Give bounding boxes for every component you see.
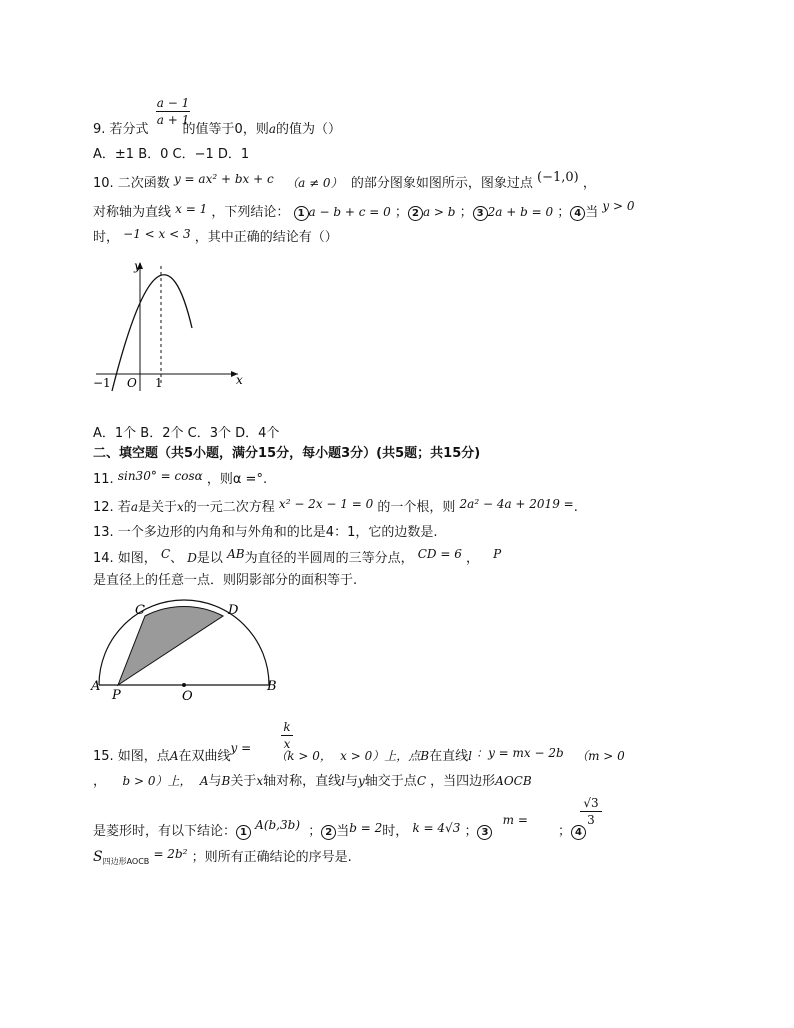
q15-conclusions-intro: 是菱形时，有以下结论： [93, 824, 237, 839]
q10-c4-cond: y > 0 [602, 199, 635, 213]
q15-mid7: 轴交于点 [364, 774, 417, 789]
q9-var: a [268, 122, 276, 136]
q15-fraction-denominator: x [283, 737, 291, 751]
q12-a: a [130, 500, 138, 514]
q15-a: A [169, 749, 179, 763]
q10-conclusions-intro: ，下列结论： [211, 205, 290, 220]
q15-mid2: 在直线 [429, 749, 469, 764]
q10-condition: （a ≠ 0） [286, 176, 343, 190]
q15-cond2: x > 0）上，点 [340, 749, 421, 763]
q14-semicircle-figure [90, 598, 290, 708]
q15-c3-m: m = [502, 813, 528, 827]
q15-line1 [93, 741, 625, 764]
q14-mid3: ， [465, 551, 479, 566]
q10-c3: 2a + b = 0 [487, 205, 554, 219]
label-a: A [91, 679, 101, 694]
q12-mid2: 的一元二次方程 [183, 500, 275, 515]
q15-m-numerator: √3 [583, 796, 599, 810]
q14-p: P [493, 547, 502, 561]
q14-mid2: 为直径的半圆周的三等分点， [244, 551, 414, 566]
circled-two: 2 [321, 825, 336, 840]
q14-line2: 是直径上的任意一点．则阴影部分的面积等于. [93, 573, 358, 588]
circled-four: 4 [570, 206, 585, 221]
q10-options: A．1个 B．2个 C．3个 D．4个 [93, 426, 280, 441]
q14-sep: 、 [170, 551, 184, 566]
q15-mid3: 与 [208, 774, 222, 789]
q9-prefix: 9. 若分式 [93, 122, 149, 137]
q15-mid8: ，当四边形 [430, 774, 496, 789]
q15-b2: B [221, 774, 231, 788]
fraction-bar [156, 111, 190, 112]
q14-prefix: 14. 如图， [93, 551, 157, 566]
q15-c: C [416, 774, 426, 788]
q10-function: y = ax² + bx + c [173, 172, 274, 186]
q15-line4 [93, 846, 352, 865]
q15-c1: A(b,3b) [255, 818, 300, 832]
q15-c2-then: 时， [382, 824, 409, 839]
q15-prefix: 15. 如图，点 [93, 749, 170, 764]
q15-mid5: 轴对称，直线 [263, 774, 342, 789]
q15-mid1: 在双曲线 [178, 749, 231, 764]
q11-expr: sin30° = cosα [117, 469, 203, 483]
q14-d: D [187, 551, 197, 565]
circled-three: 3 [473, 206, 488, 221]
q15-fraction-numerator: k [283, 720, 291, 734]
circled-two: 2 [408, 206, 423, 221]
q15-mid6: 与 [345, 774, 359, 789]
x-label: x [236, 373, 243, 387]
q15-sep2: ； [464, 824, 478, 839]
neg-one-label: −1 [93, 376, 111, 390]
q9-fraction-denominator: a + 1 [156, 113, 190, 127]
q15-line2 [93, 770, 532, 789]
q14-line1 [93, 547, 501, 566]
q15-aocb: AOCB [495, 774, 532, 788]
q15-c4-eq: = 2b² [153, 847, 188, 861]
q15-m-denominator: 3 [587, 813, 595, 827]
circled-one: 1 [294, 206, 309, 221]
shaded-region [118, 607, 223, 685]
q12-x: x [176, 500, 184, 514]
q10-comma: ， [582, 176, 596, 191]
fraction-bar [580, 811, 602, 812]
q15-y-eq: y = [230, 741, 252, 755]
q11-suffix: ，则α =°. [206, 472, 268, 487]
q12-line [93, 496, 578, 515]
circled-one: 1 [236, 825, 251, 840]
circled-four: 4 [571, 825, 586, 840]
q10-c4-when: 当 [585, 205, 599, 220]
label-b: B [267, 679, 277, 694]
q15-l: l [468, 749, 472, 763]
q15-c2-cond: b = 2 [349, 821, 383, 835]
q15-line3 [93, 813, 586, 840]
center-point [182, 683, 186, 687]
q12-prefix: 12. 若 [93, 500, 131, 515]
q9-suffix: 的值为（） [275, 122, 341, 137]
q12-expression: 2a² − 4a + 2019 = [459, 497, 574, 511]
q9-line [93, 118, 341, 137]
q10-c1: a − b + c = 0 [308, 205, 391, 219]
label-p: P [112, 688, 121, 703]
circled-three: 3 [477, 825, 492, 840]
q10-c2: a > b [422, 205, 456, 219]
q10-parabola-graph [88, 256, 248, 396]
q15-a2: A [199, 774, 209, 788]
q14-cd: CD = 6 [417, 547, 462, 561]
q10-prefix: 10. 二次函数 [93, 176, 170, 191]
q12-mid3: 的一个根，则 [377, 500, 456, 515]
q14-mid1: 是以 [196, 551, 223, 566]
q15-line-eq: ：y = mx − 2b [476, 746, 564, 760]
one-label: 1 [155, 376, 163, 390]
q15-b: B [420, 749, 430, 763]
label-c: C [135, 603, 145, 618]
q9-fraction-numerator: a − 1 [156, 96, 190, 110]
q15-c4-sub: 四边形AOCB [102, 857, 150, 866]
q15-l2: l [341, 774, 345, 788]
q15-cond1: （k > 0， [275, 749, 332, 763]
q15-x2: x [256, 774, 264, 788]
q15-cond4: b > 0）上， [122, 774, 192, 788]
q15-sep1: ； [308, 824, 322, 839]
y-label: y [134, 259, 141, 273]
q11-prefix: 11. [93, 472, 114, 487]
q10-line1 [93, 172, 596, 191]
q15-c4-s: S [93, 849, 103, 865]
q10-point: (−1,0) [537, 170, 579, 185]
q14-c: C [160, 547, 171, 561]
q15-question: ；则所有正确结论的序号是. [191, 850, 352, 865]
origin-label: O [127, 376, 137, 390]
q10-question: ，其中正确的结论有（） [194, 230, 338, 245]
q10-line2: 对称轴为直线 x = 1 ，下列结论： 1 a − b + c = 0 ； 2 a > b ； 3 2a + b = 0 ； 4 当 y > 0 [93, 199, 635, 220]
section-title: 二、填空题（共5小题，满分15分，每小题3分）(共5题；共15分) [93, 446, 481, 461]
q10-range: −1 < x < 3 [123, 227, 191, 241]
q10-axis-text: 对称轴为直线 [93, 205, 172, 220]
q14-ab: AB [227, 547, 245, 561]
q9-options: A．±1 B．0 C．−1 D．1 [93, 147, 250, 162]
q15-mid4: 关于 [230, 774, 257, 789]
q15-comma: ， [93, 774, 107, 789]
q15-c2-when: 当 [336, 824, 350, 839]
q12-suffix: . [573, 500, 578, 515]
fraction-bar [281, 735, 293, 736]
q15-y2: y [358, 774, 365, 788]
q10-line3 [93, 226, 338, 245]
q10-axis: x = 1 [175, 202, 208, 216]
q12-mid1: 是关于 [137, 500, 177, 515]
q15-cond3: （m > 0 [576, 749, 625, 763]
q11-line [93, 468, 267, 487]
q13-line: 13. 一个多边形的内角和与外角和的比是4：1，它的边数是. [93, 525, 438, 540]
q15-sep3: ； [558, 824, 572, 839]
q9-mid: 的值等于0，则 [182, 122, 269, 137]
q15-c2-result: k = 4√3 [412, 821, 461, 835]
q10-when: 时， [93, 230, 120, 245]
label-d: D [228, 603, 239, 618]
q10-line1-text: 的部分图象如图所示，图象过点 [350, 176, 533, 191]
q12-equation: x² − 2x − 1 = 0 [278, 497, 374, 511]
label-o: O [182, 689, 193, 704]
